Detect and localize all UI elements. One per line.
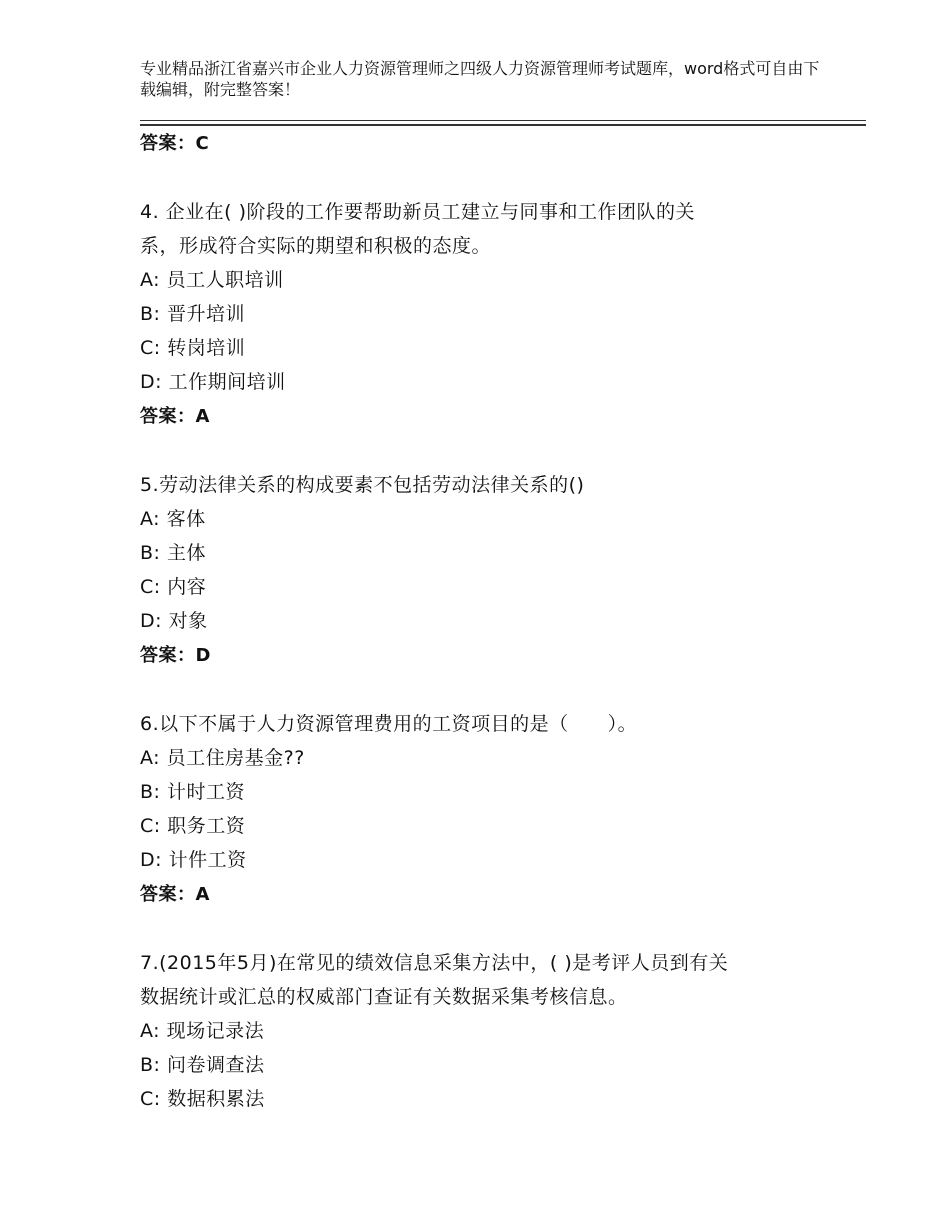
answer-prev: 答案：C [140,133,210,154]
q5-stem-line1: 5.劳动法律关系的构成要素不包括劳动法律关系的() [140,474,585,496]
q6-stem-line1: 6.以下不属于人力资源管理费用的工资项目的是（ ）。 [140,713,638,735]
header-rule-thin [140,120,866,121]
q6-option-d: D: 计件工资 [140,849,247,871]
q5-answer: 答案：D [140,645,211,666]
q4-option-d: D: 工作期间培训 [140,371,286,393]
header-rule-thick [140,124,866,126]
q6-option-c: C: 职务工资 [140,815,246,837]
q7-stem-line1: 7.(2015年5月)在常见的绩效信息采集方法中，( )是考评人员到有关 [140,952,729,974]
q4-option-b: B: 晋升培训 [140,303,245,325]
q7-option-c: C: 数据积累法 [140,1088,265,1110]
q6-option-a: A: 员工住房基金?? [140,747,305,769]
q5-option-c: C: 内容 [140,576,207,598]
q4-option-a: A: 员工人职培训 [140,269,284,291]
q6-answer: 答案：A [140,884,210,905]
q7-stem-line2: 数据统计或汇总的权威部门查证有关数据采集考核信息。 [140,986,628,1008]
q4-option-c: C: 转岗培训 [140,337,246,359]
q4-answer: 答案：A [140,406,210,427]
q5-option-b: B: 主体 [140,542,206,564]
q4-stem-line1: 4. 企业在( )阶段的工作要帮助新员工建立与同事和工作团队的关 [140,201,696,223]
q6-option-b: B: 计时工资 [140,781,245,803]
q7-option-a: A: 现场记录法 [140,1020,265,1042]
q5-option-a: A: 客体 [140,508,206,530]
document-header: 专业精品浙江省嘉兴市企业人力资源管理师之四级人力资源管理师考试题库，word格式可自由下载编辑，附完整答案！ [140,59,820,99]
q4-stem-line2: 系，形成符合实际的期望和积极的态度。 [140,235,492,257]
q7-option-b: B: 问卷调查法 [140,1054,265,1076]
q5-option-d: D: 对象 [140,610,208,632]
